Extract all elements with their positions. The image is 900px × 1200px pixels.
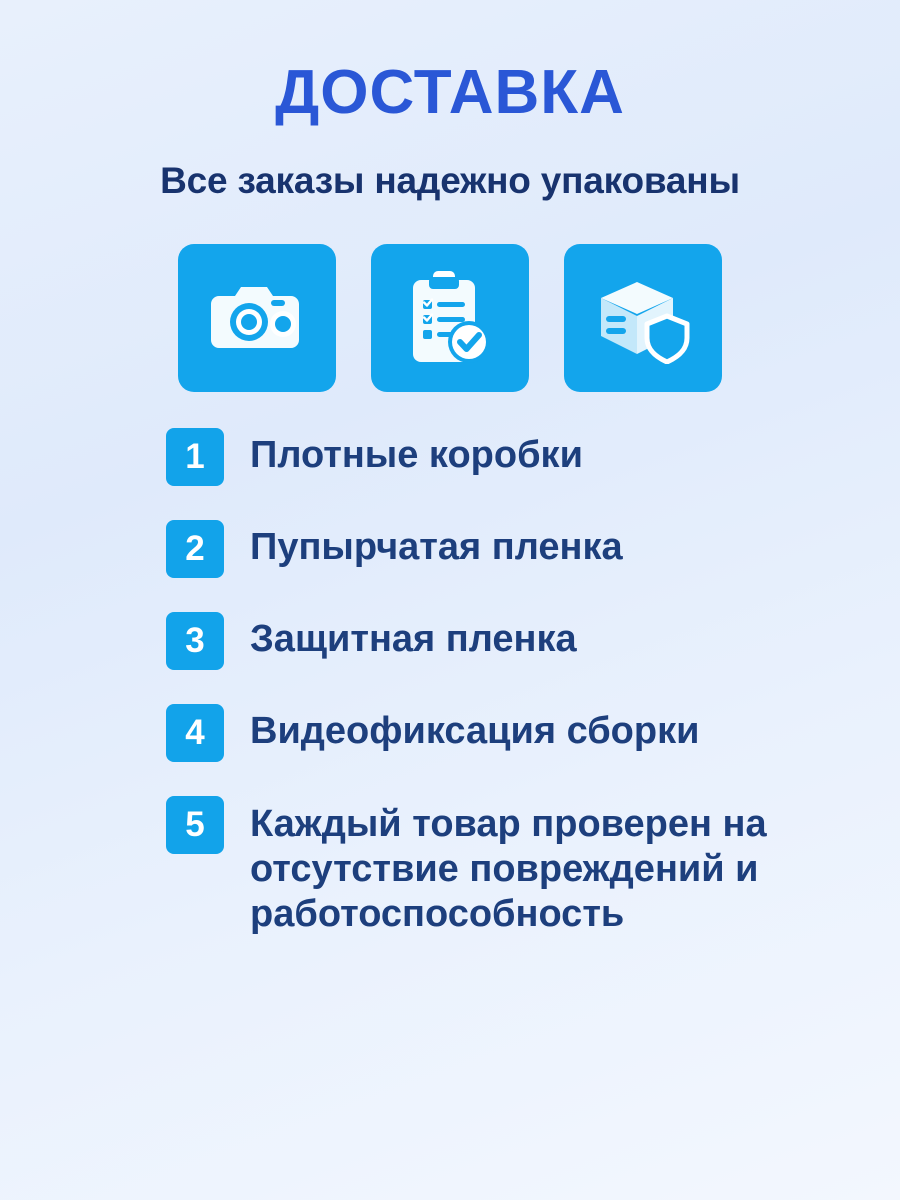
list-item-number: 2 <box>166 520 224 578</box>
list-item <box>166 428 583 486</box>
list-item-number: 3 <box>166 612 224 670</box>
list-item-label: Защитная пленка <box>250 618 577 660</box>
feature-list <box>70 428 830 970</box>
list-item-label: Пупырчатая пленка <box>250 526 623 568</box>
list-item-number: 1 <box>166 428 224 486</box>
list-item-number: 5 <box>166 796 224 854</box>
icon-row <box>178 244 722 392</box>
list-item <box>166 520 623 578</box>
list-item-label: Каждый товар проверен на отсутствие повреждений и работоспособность <box>250 803 767 935</box>
clipboard-check-icon-tile <box>371 244 529 392</box>
page-subtitle: Все заказы надежно упакованы <box>160 160 740 201</box>
camera-icon-tile <box>178 244 336 392</box>
list-item <box>166 704 700 762</box>
list-item-label: Плотные коробки <box>250 434 583 476</box>
list-item <box>166 796 810 936</box>
list-item-number: 4 <box>166 704 224 762</box>
clipboard-check-icon <box>407 268 493 368</box>
camera-icon <box>209 280 305 356</box>
package-shield-icon <box>593 272 693 364</box>
list-item-label: Видеофиксация сборки <box>250 710 700 752</box>
package-shield-icon-tile <box>564 244 722 392</box>
list-item <box>166 612 577 670</box>
page-title: ДОСТАВКА <box>275 58 625 127</box>
